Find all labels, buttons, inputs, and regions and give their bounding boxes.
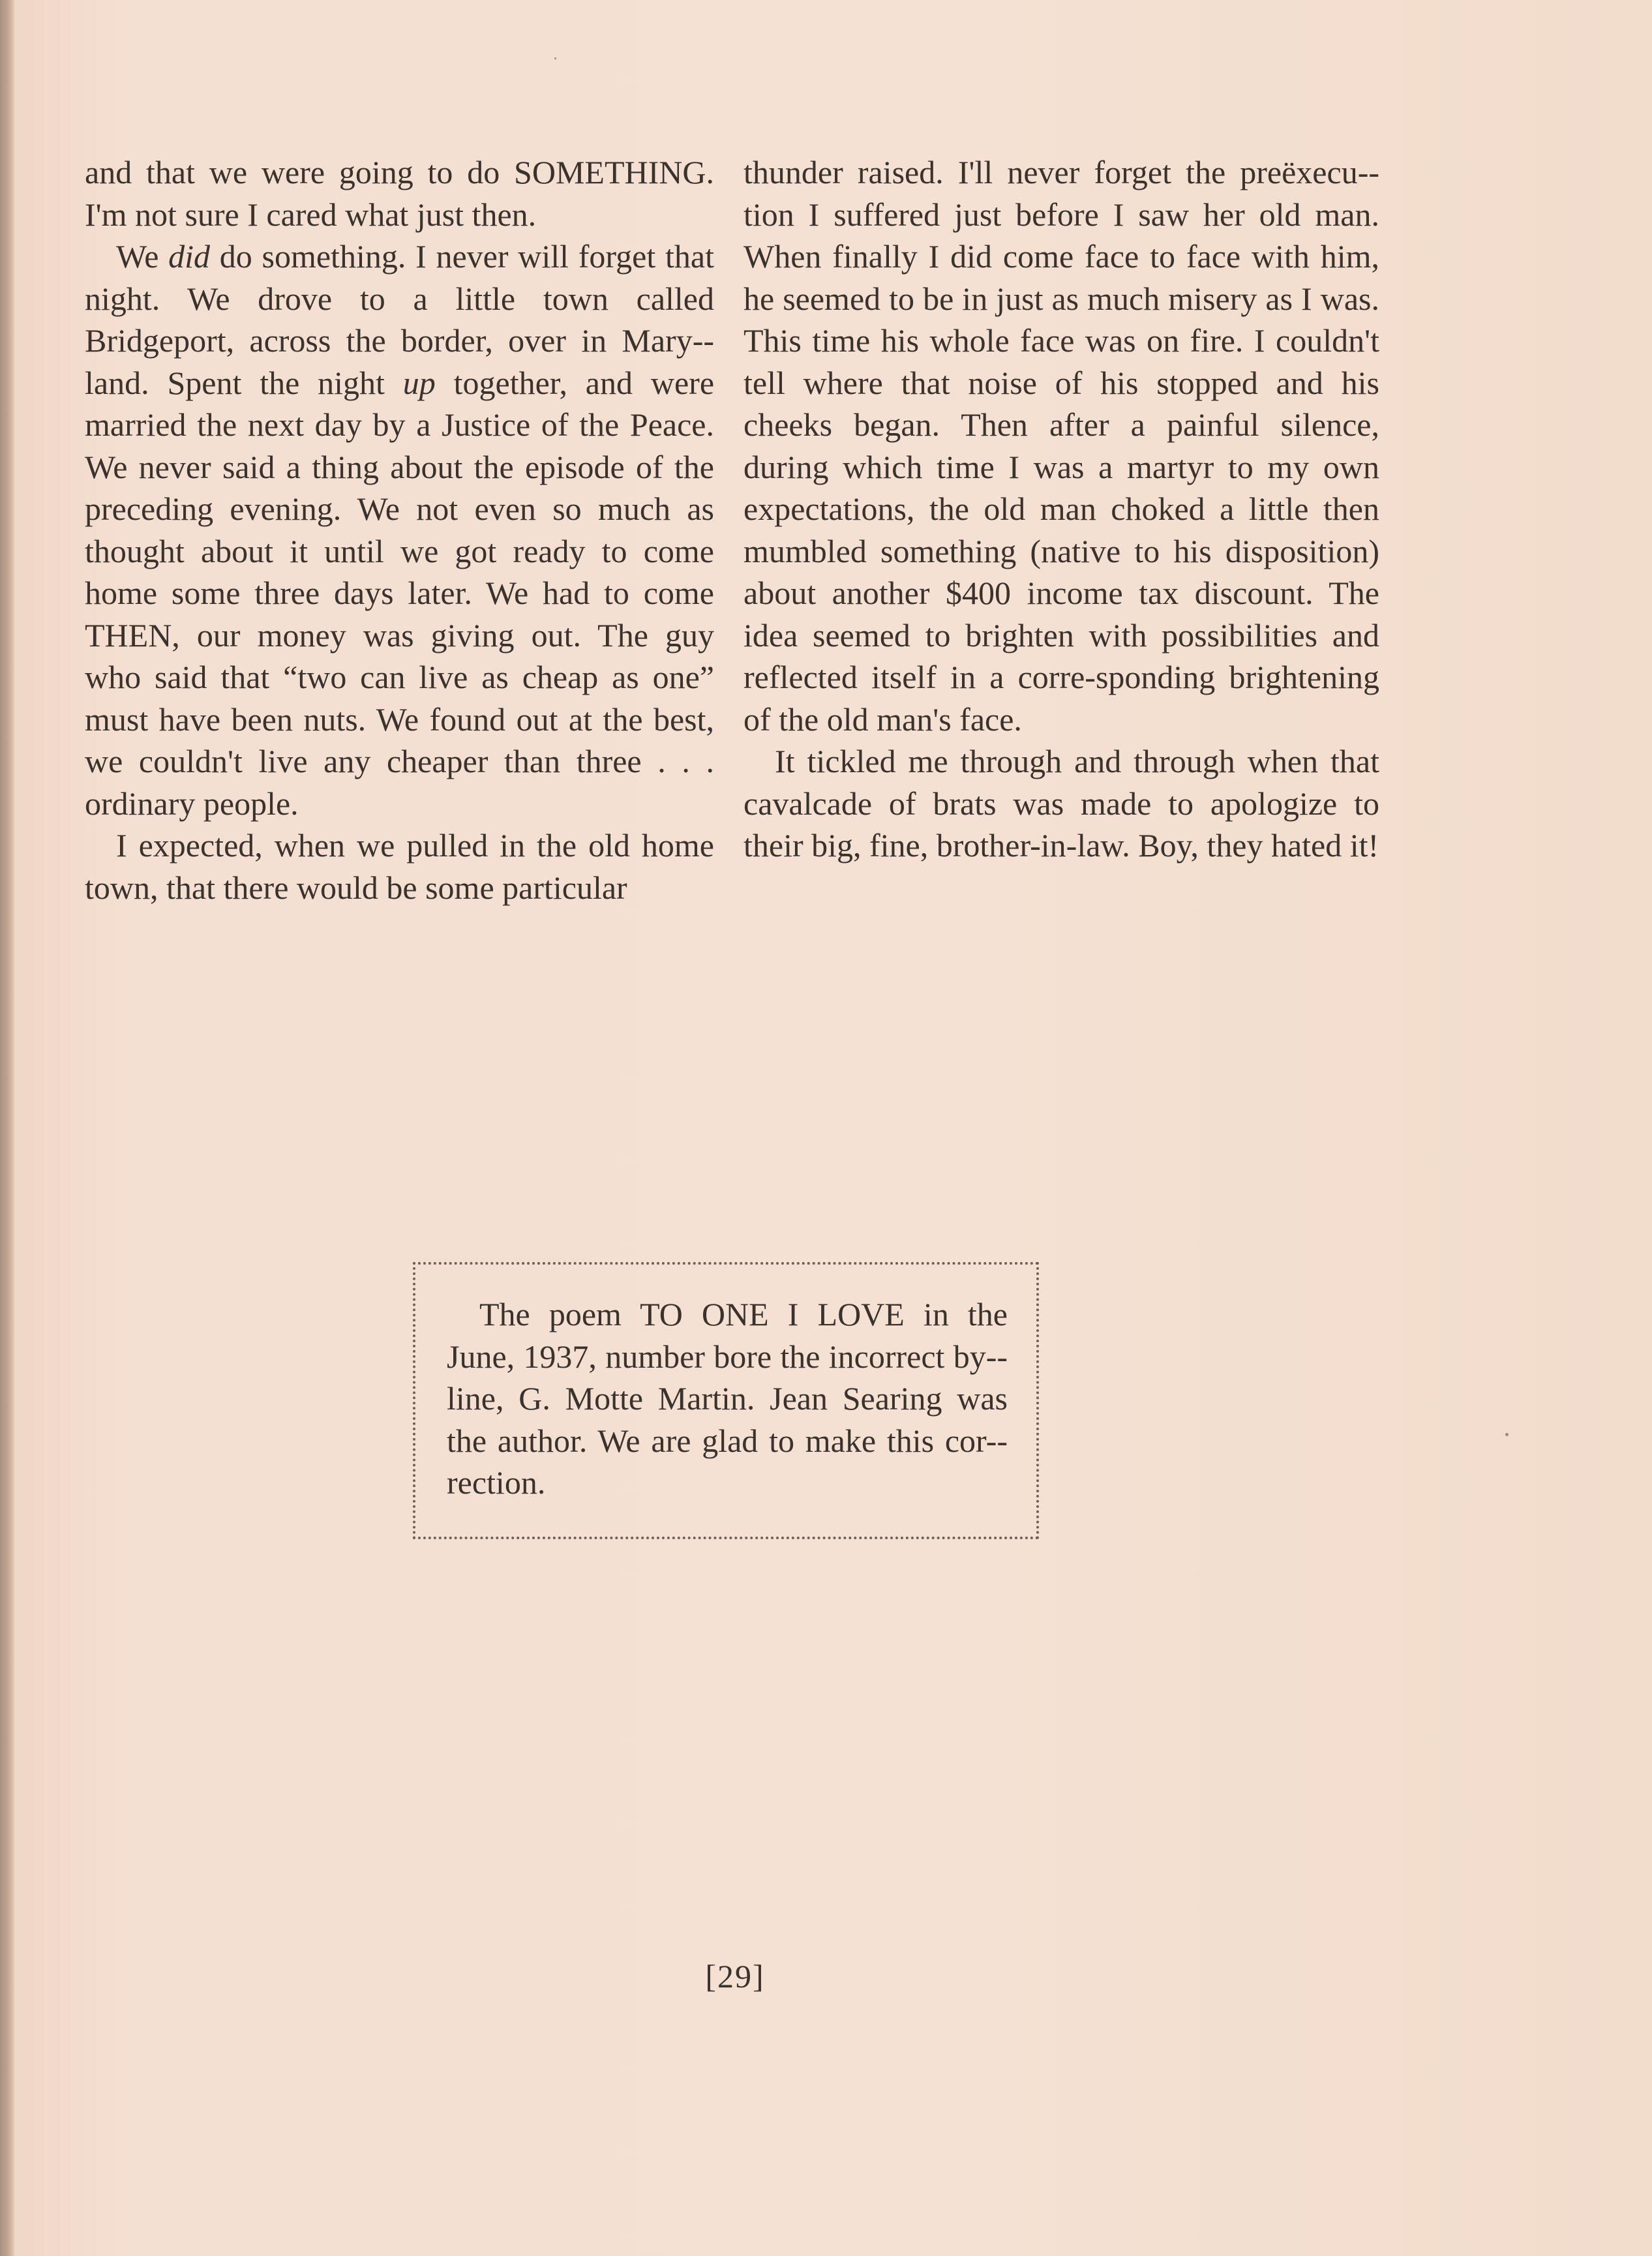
right-paragraph-2: It tickled me through and through when that cavalcade of brats was made to apologize to their big, fine, brother-in-law. Boy, they hated it! bbox=[743, 743, 1379, 864]
page-number: [29] bbox=[705, 1958, 765, 1994]
emphasis-up: up bbox=[402, 364, 436, 401]
emphasis-did: did bbox=[168, 238, 211, 275]
paper-speck bbox=[554, 57, 556, 59]
left-text-column bbox=[85, 151, 714, 909]
right-paragraph-1: thunder raised. I'll never forget the preëxecu-tion I suffered just before I saw her old man. When finally I did come face to face with him, he seemed to be in just as much misery as I was. This time his whole face was on fire. I couldn't tell where that noise of his stopped and his cheeks began. Then after a painful silence, during which time I was a martyr to my own expectations, the old man choked a little then mumbled something (native to his disposition) about another $400 income tax discount. The idea seemed to brighten with possibilities and reflected itself in a corre-sponding brightening of the old man's face. bbox=[743, 154, 1379, 738]
left-paragraph-2-part-c: together, and were married the next day by a Justice of the Peace. We never said a thing about the episode of the preceding evening. We not even so much as thought about it until we got ready to come home some three days later. We had to come THEN, our money was giving out. The guy who said that “two can live as cheap as one” must have been nuts. We found out at the best, we couldn't live any cheaper than three . . . ordinary people. bbox=[85, 364, 715, 822]
right-text-column bbox=[743, 151, 1379, 867]
left-paragraph-2-part-a: We bbox=[116, 238, 169, 275]
correction-notice-box bbox=[413, 1262, 1039, 1539]
left-paragraph-2-part-b: do something. I never will forget that night. We drove to a little town called Bridgeport, across the border, over in Mary-land. Spent the night bbox=[85, 238, 714, 401]
page-spine-shadow bbox=[0, 0, 14, 2256]
left-paragraph-2 bbox=[85, 235, 714, 824]
correction-notice-text: The poem TO ONE I LOVE in the June, 1937, number bore the incorrect by-line, G. Motte Martin. Jean Searing was the author. We are glad to make this cor-rection. bbox=[447, 1296, 1008, 1501]
left-paragraph-3: I expected, when we pulled in the old home town, that there would be some particular bbox=[85, 827, 714, 906]
paper-speck bbox=[1505, 1433, 1509, 1436]
left-paragraph-1: and that we were going to do SOMETHING. I'm not sure I cared what just then. bbox=[85, 154, 714, 233]
